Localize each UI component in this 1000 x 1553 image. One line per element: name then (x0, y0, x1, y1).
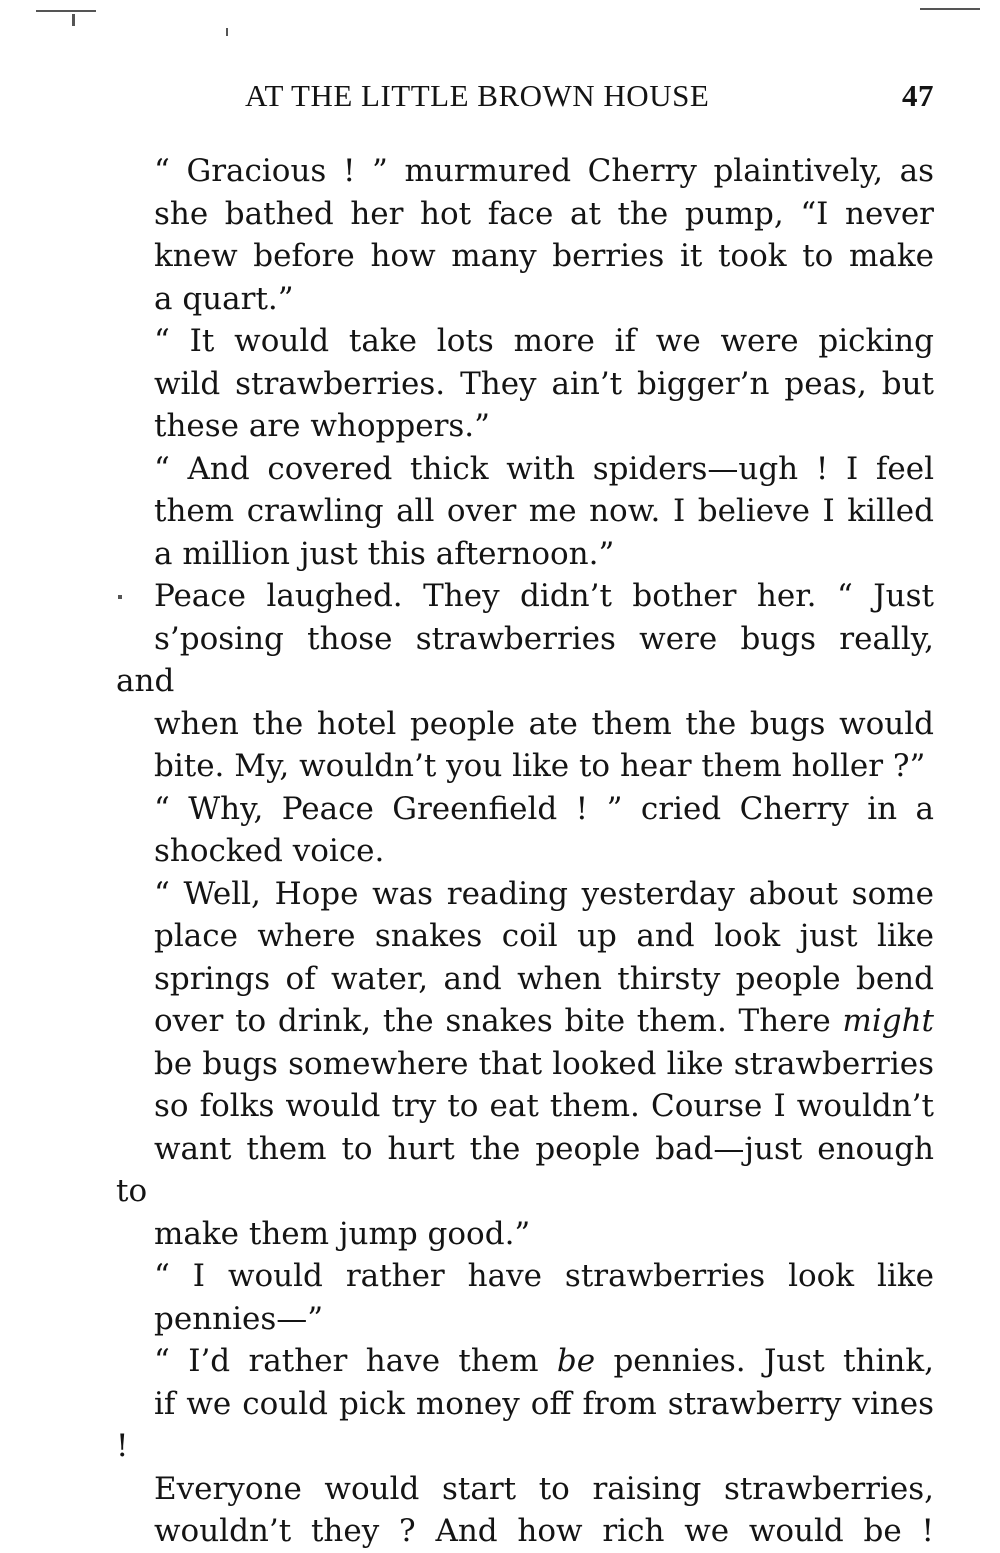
text-line: s’posing those strawberries were bugs really, and (116, 620, 934, 699)
text-line: be bugs somewhere that looked like strawberries (154, 1045, 934, 1082)
text-line: want them to hurt the people bad—just enough to (116, 1130, 934, 1209)
text-line: wouldn’t they ? And how rich we would be ! (154, 1513, 934, 1549)
text-line: make them jump good.” (154, 1215, 531, 1252)
body-text (116, 150, 934, 1553)
speck (36, 10, 96, 12)
text-line: “ I would rather have strawberries look like (154, 1258, 934, 1294)
text-line: springs of water, and when thirsty people bend (154, 960, 934, 997)
text-line: when the hotel people ate them the bugs would (154, 705, 934, 742)
text-line: “ It would take lots more if we were picking (154, 323, 934, 359)
text-line: pennies—” (154, 1300, 324, 1337)
paragraph (116, 320, 934, 448)
text-line: these are whoppers.” (154, 408, 491, 444)
text-line: knew before how many berries it took to make (154, 238, 934, 274)
text-line: she bathed her hot face at the pump, “I never (154, 195, 934, 232)
text-line: “ And covered thick with spiders—ugh ! I feel (154, 450, 934, 487)
text-line: a million just this afternoon.” (154, 535, 615, 572)
text-line: “ Why, Peace Greenfield ! ” cried Cherry in a (154, 790, 934, 827)
text-line: wild strawberries. They ain’t bigger’n peas, but (154, 365, 934, 402)
text-line: “ I’d rather have them be pennies. Just think, (154, 1343, 935, 1379)
text-line: Everyone would start to raising strawberries, (154, 1470, 934, 1507)
text-line: over to drink, the snakes bite them. There might (154, 1003, 934, 1039)
paragraph (116, 448, 934, 576)
speck (920, 8, 980, 10)
text-line: Peace laughed. They didn’t bother her. “ Just (154, 578, 934, 614)
text-line: a quart.” (154, 280, 294, 317)
speck (226, 28, 228, 36)
paragraph (116, 1255, 934, 1340)
paragraph (116, 1340, 934, 1553)
text-line: “ Gracious ! ” murmured Cherry plaintively, as (154, 153, 934, 189)
paragraph (116, 873, 934, 1256)
text-line: bite. My, wouldn’t you like to hear them holler ?” (154, 748, 926, 784)
page-number: 47 (902, 78, 934, 113)
paragraph (116, 788, 934, 873)
text-line: “ Well, Hope was reading yesterday about some (154, 875, 934, 912)
text-line: so folks would try to eat them. Course I wouldn’t (154, 1088, 934, 1124)
text-line: place where snakes coil up and look just like (154, 918, 934, 954)
text-line: shocked voice. (154, 833, 385, 869)
speck (72, 14, 75, 26)
text-line: them crawling all over me now. I believe I killed (154, 493, 934, 529)
paragraph (116, 150, 934, 320)
text-line: if we could pick money off from strawberry vines ! (116, 1385, 934, 1464)
running-head: AT THE LITTLE BROWN HOUSE (245, 78, 710, 113)
page-header (118, 78, 938, 118)
paragraph (116, 575, 934, 788)
